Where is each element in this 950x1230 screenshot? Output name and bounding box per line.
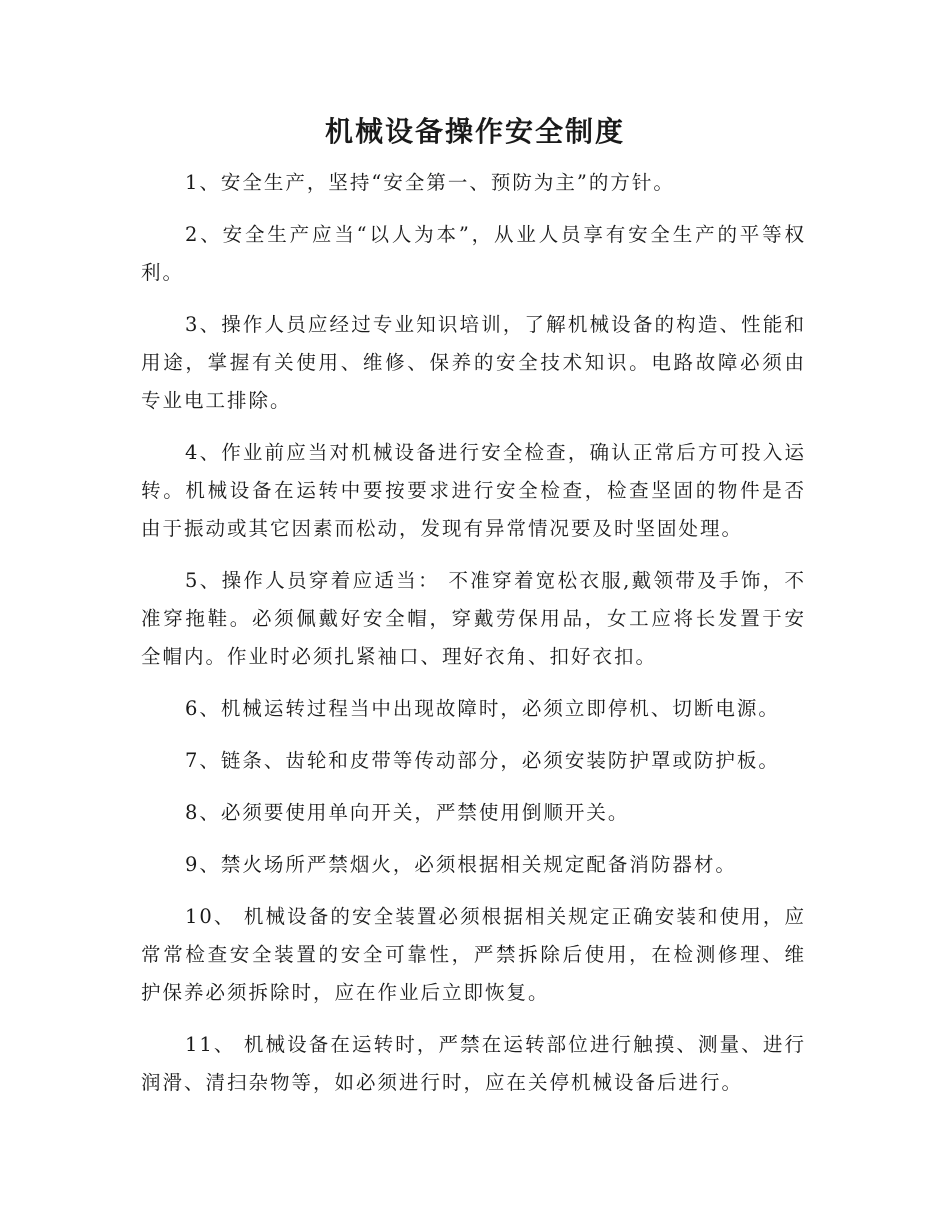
paragraph-7: 7、链条、齿轮和皮带等传动部分，必须安装防护罩或防护板。 [185,749,780,772]
paragraph-3: 3、操作人员应经过专业知识培训，了解机械设备的构造、性能和用途，掌握有关使用、维修、保养的安全技术知识。电路故障必须由专业电工排除。 [141,313,806,412]
paragraph-1: 1、安全生产，坚持“安全第一、预防为主”的方针。 [185,171,675,194]
document-title: 机械设备操作安全制度 [324,115,625,148]
paragraph-9: 9、禁火场所严禁烟火，必须根据相关规定配备消防器材。 [185,853,737,876]
document-body [141,164,806,1116]
paragraph-10: 10、 机械设备的安全装置必须根据相关规定正确安装和使用，应常常检查安全装置的安全可靠性，严禁拆除后使用，在检测修理、维护保养必须拆除时，应在作业后立即恢复。 [141,905,806,1004]
paragraph-6: 6、机械运转过程当中出现故障时，必须立即停机、切断电源。 [185,697,780,720]
paragraph-5: 5、操作人员穿着应适当： 不准穿着宽松衣服,戴领带及手饰，不准穿拖鞋。必须佩戴好安全帽，穿戴劳保用品，女工应将长发置于安全帽内。作业时必须扎紧袖口、理好衣角、扣好衣扣。 [141,569,806,668]
paragraph-4: 4、作业前应当对机械设备进行安全检查，确认正常后方可投入运转。机械设备在运转中要按要求进行安全检查，检查坚固的物件是否由于振动或其它因素而松动，发现有异常情况要及时坚固处理。 [141,441,806,540]
paragraph-8: 8、必须要使用单向开关，严禁使用倒顺开关。 [185,801,630,824]
paragraph-11: 11、 机械设备在运转时，严禁在运转部位进行触摸、测量、进行润滑、清扫杂物等，如必须进行时，应在关停机械设备后进行。 [141,1033,806,1094]
paragraph-2: 2、安全生产应当“以人为本”，从业人员享有安全生产的平等权利。 [141,223,806,284]
